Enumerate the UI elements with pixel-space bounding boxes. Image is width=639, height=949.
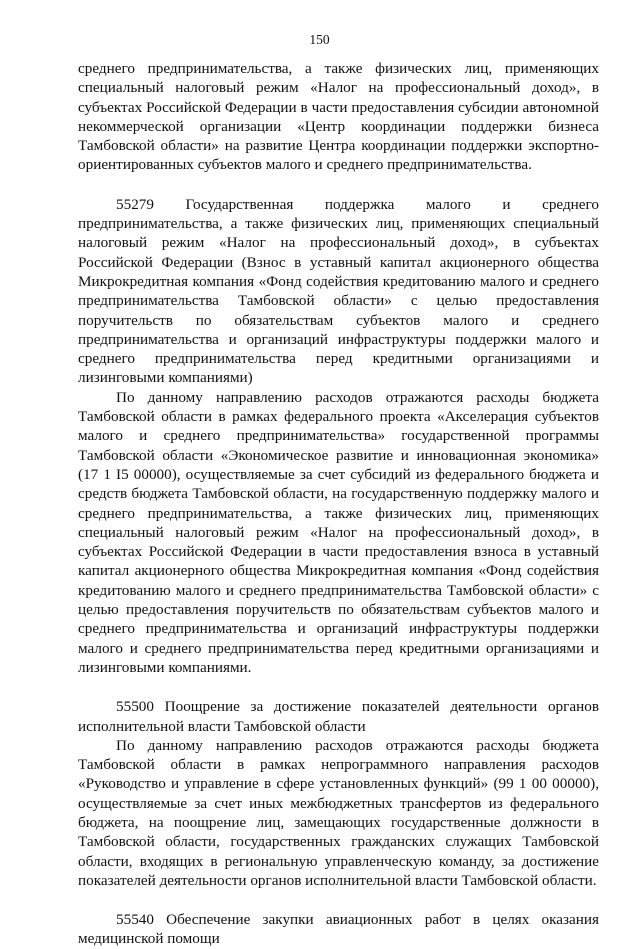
page-number: 150	[309, 32, 330, 47]
heading-55540: 55540 Обеспечение закупки авиационных работ в целях оказания медицинской помощи	[78, 911, 599, 948]
paragraph-55279-description: По данному направлению расходов отражаются расходы бюджета Тамбовской области в рамках федерального проекта «Акселерация субъектов малого и среднего предпринимательства» государственной программы Тамбовской области «Экономическое развитие и инновационная экономика» (17 1 I5 00000), осуществляемые за счет субсидий из федерального бюджета и средств бюджета Тамбовской области, на государственную поддержку малого и среднего предпринимательства, а также физических лиц, применяющих специальный налоговый режим «Налог на профессиональный доход», в субъектах Российской Федерации в части предоставления взноса в уставный капитал акционерного общества Микрокредитная компания «Фонд содействия кредитованию малого и среднего предпринимательства Тамбовской области» с целью предоставления поручительств по обязательствам субъектов малого и среднего предпринимательства и организаций инфраструктуры поддержки малого и среднего предпринимательства перед кредитными организациями и лизинговыми компаниями.	[78, 388, 599, 676]
heading-55500: 55500 Поощрение за достижение показателей деятельности органов исполнительной власти Тамбовской области	[78, 698, 599, 735]
spacer	[78, 890, 599, 910]
paragraph-55500-description: По данному направлению расходов отражаются расходы бюджета Тамбовской области в рамках непрограммного направления расходов «Руководство и управление в сфере установленных функций» (99 1 00 00000), осуществляемые за счет иных межбюджетных трансфертов из федерального бюджета, на поощрение лиц, замещающих государственные должности в Тамбовской области, государственных гражданских служащих Тамбовской области, входящих в региональную управленческую команду, за достижение показателей деятельности органов исполнительной власти Тамбовской области.	[78, 736, 599, 889]
document-body	[78, 59, 599, 949]
spacer	[78, 175, 599, 195]
spacer	[78, 677, 599, 697]
heading-55279: 55279 Государственная поддержка малого и среднего предпринимательства, а также физических лиц, применяющих специальный налоговый режим «Налог на профессиональный доход», в субъектах Российской Федерации (Взнос в уставный капитал акционерного общества Микрокредитная компания «Фонд содействия кредитованию малого и среднего предпринимательства Тамбовской области» с целью предоставления поручительств по обязательствам субъектов малого и среднего предпринимательства и организаций инфраструктуры поддержки малого и среднего предпринимательства перед кредитными организациями и лизинговыми компаниями)	[78, 195, 599, 387]
paragraph-continuation: среднего предпринимательства, а также физических лиц, применяющих специальный налоговый режим «Налог на профессиональный доход», в субъектах Российской Федерации в части предоставления субсидии автономной некоммерческой организации «Центр координации поддержки бизнеса Тамбовской области» на развитие Центра координации поддержки экспортно-ориентированных субъектов малого и среднего предпринимательства.	[78, 60, 599, 174]
